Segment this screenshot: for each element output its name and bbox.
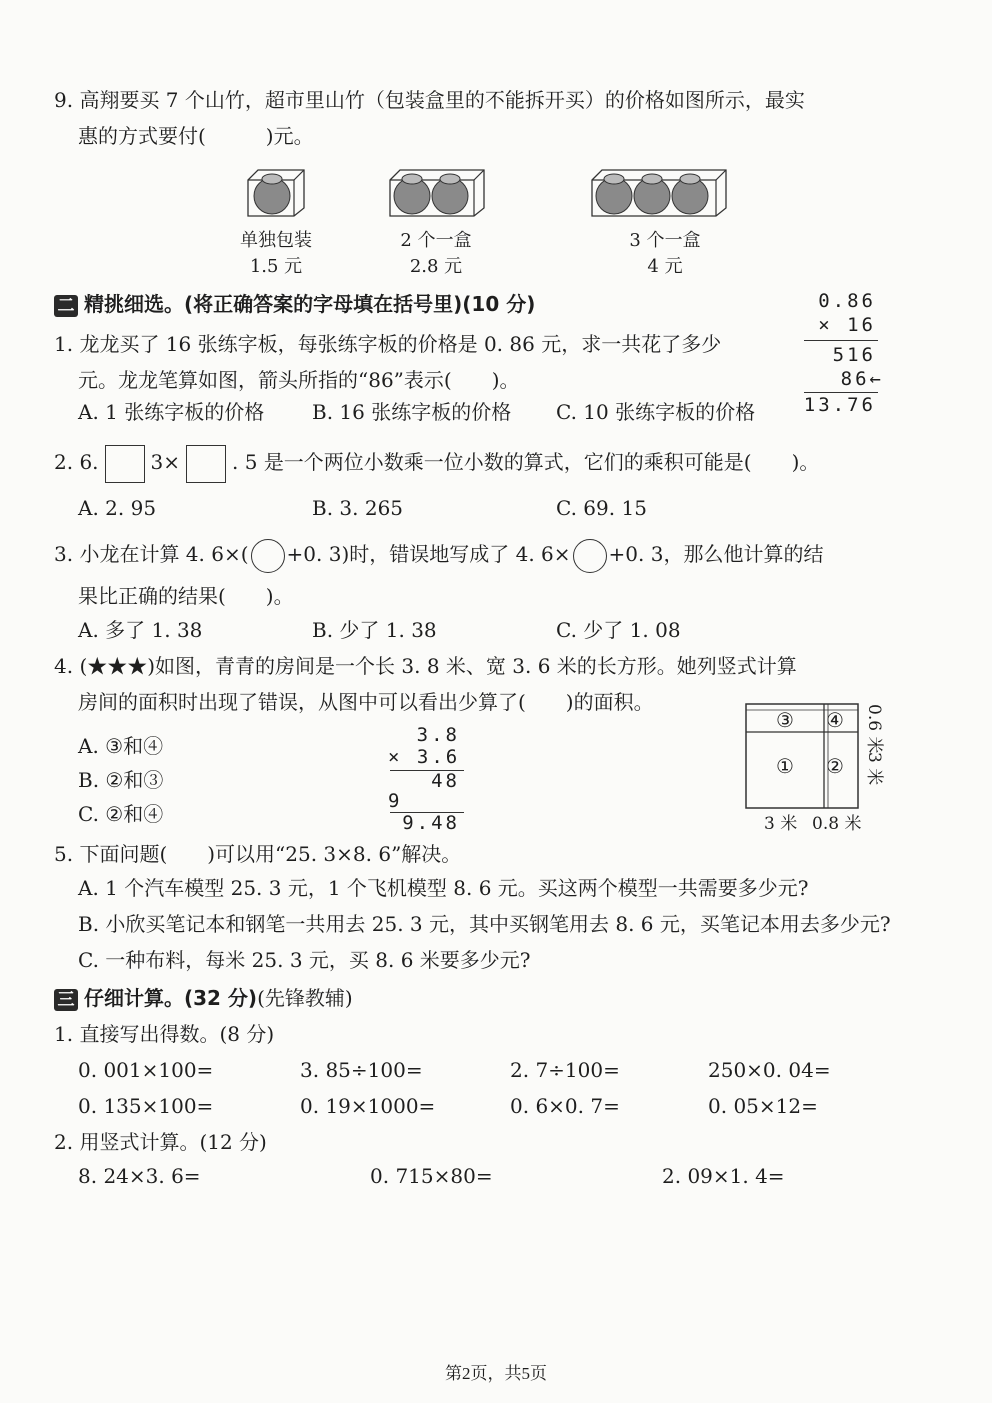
dim-right-top: 0.6 米: [864, 704, 884, 754]
s2q3-option-b: B. 少了 1. 38: [312, 618, 437, 642]
package-2-label: 2 个一盒: [400, 230, 472, 251]
section-3-title: 仔细计算。(32 分): [84, 986, 258, 1010]
blank-circle-2[interactable]: [573, 539, 607, 573]
calc2-row4: 9: [388, 790, 403, 812]
s2q3-line1: [54, 536, 823, 573]
s2q1-option-c: C. 10 张练字板的价格: [556, 400, 756, 424]
calc1-rule2: [804, 392, 878, 393]
s2q2-suffix: . 5 是一个两位小数乘一位小数的算式，它们的乘积可能是( )。: [232, 450, 820, 474]
s2q3-part1: 3. 小龙在计算 4. 6×(: [54, 542, 249, 566]
calc2-row3: 48: [431, 770, 460, 792]
room-diagram-lines: [744, 702, 864, 812]
s2q1-line2: 元。龙龙笔算如图，箭头所指的“86”表示( )。: [78, 368, 520, 392]
package-2-price: 2.8 元: [409, 256, 463, 277]
package-3-label: 3 个一盒: [629, 230, 701, 251]
package-1-label: 单独包装: [240, 230, 312, 251]
blank-circle-1[interactable]: [251, 539, 285, 573]
region-3-label: ③: [776, 708, 794, 732]
calc1-row5: 13.76: [803, 394, 876, 416]
oral-calc-5: 0. 135×100=: [78, 1094, 214, 1118]
calc2-row2: × 3.6: [388, 746, 461, 768]
section-2-heading: [54, 292, 535, 317]
mangosteen-triple-package: [588, 166, 730, 218]
s2q1-option-b: B. 16 张练字板的价格: [312, 400, 512, 424]
blank-box-1[interactable]: [105, 445, 145, 483]
calc2-row1: 3.8: [416, 724, 460, 746]
oral-calc-6: 0. 19×1000=: [300, 1094, 436, 1118]
page-footer: 第2页，共5页: [445, 1364, 547, 1383]
dim-bottom-right: 0.8 米: [812, 814, 862, 834]
s2q5-line1: 5. 下面问题( )可以用“25. 3×8. 6”解决。: [54, 842, 462, 866]
region-2-label: ②: [826, 754, 844, 778]
vertical-calc-3: 2. 09×1. 4=: [662, 1164, 785, 1188]
s2q5-option-a: A. 1 个汽车模型 25. 3 元，1 个飞机模型 8. 6 元。买这两个模型一共需要多少元?: [78, 876, 809, 900]
s2q1-line1: 1. 龙龙买了 16 张练字板，每张练字板的价格是 0. 86 元，求一共花了多少: [54, 332, 722, 356]
dim-right-bottom: 3 米: [864, 752, 884, 786]
calc2-row5: 9.48: [402, 812, 460, 834]
region-1-label: ①: [776, 754, 794, 778]
package-3-price: 4 元: [647, 256, 683, 277]
s2q2-option-a: A. 2. 95: [78, 496, 157, 520]
section-2-number: 二: [54, 295, 78, 317]
region-4-label: ④: [826, 708, 844, 732]
s2q5-option-c: C. 一种布料，每米 25. 3 元，买 8. 6 米要多少元?: [78, 948, 531, 972]
s3q2-title: 2. 用竖式计算。(12 分): [54, 1130, 267, 1154]
vertical-calc-2: 0. 715×80=: [370, 1164, 493, 1188]
s2q3-line2: 果比正确的结果( )。: [78, 584, 294, 608]
dim-bottom-left: 3 米: [764, 814, 798, 834]
section-3-number: 三: [54, 989, 78, 1011]
s2q4-option-a: A. ③和④: [78, 734, 164, 758]
s2q4-line1: 4. (★★★)如图，青青的房间是一个长 3. 8 米、宽 3. 6 米的长方形。她列竖式计算: [54, 654, 797, 678]
calc1-row2: × 16: [818, 314, 876, 336]
section-2-title: 精挑细选。(将正确答案的字母填在括号里)(10 分): [84, 292, 536, 316]
s2q2-prefix: 2. 6.: [54, 450, 99, 474]
s2q1-option-a: A. 1 张练字板的价格: [78, 400, 265, 424]
s2q3-part3: +0. 3，那么他计算的结: [608, 542, 824, 566]
oral-calc-1: 0. 001×100=: [78, 1058, 214, 1082]
section-3-note: (先锋教辅): [257, 986, 353, 1010]
oral-calc-4: 250×0. 04=: [708, 1058, 831, 1082]
s2q4-line2: 房间的面积时出现了错误，从图中可以看出少算了( )的面积。: [78, 690, 654, 714]
s2q2-line: [54, 442, 819, 483]
s2q5-option-b: B. 小欣买笔记本和钢笔一共用去 25. 3 元，其中买钢笔用去 8. 6 元，买笔记本用去多少元?: [78, 912, 891, 936]
oral-calc-8: 0. 05×12=: [708, 1094, 818, 1118]
s2q4-option-c: C. ②和④: [78, 802, 164, 826]
s2q3-part2: +0. 3)时，错误地写成了 4. 6×: [286, 542, 571, 566]
s3q1-title: 1. 直接写出得数。(8 分): [54, 1022, 275, 1046]
calc1-rule1: [804, 340, 878, 341]
blank-box-2[interactable]: [186, 445, 226, 483]
s2q3-option-c: C. 少了 1. 08: [556, 618, 681, 642]
vertical-calc-1: 8. 24×3. 6=: [78, 1164, 201, 1188]
s2q3-option-a: A. 多了 1. 38: [78, 618, 203, 642]
s2q2-option-c: C. 69. 15: [556, 496, 647, 520]
oral-calc-2: 3. 85÷100=: [300, 1058, 423, 1082]
mangosteen-single-package: [244, 166, 308, 218]
s2q2-option-b: B. 3. 265: [312, 496, 404, 520]
q9-line2: 惠的方式要付( )元。: [78, 124, 314, 148]
calc1-row1: 0.86: [818, 290, 876, 312]
section-3-heading: [54, 986, 353, 1011]
q9-line1: 9. 高翔要买 7 个山竹，超市里山竹（包装盒里的不能拆开买）的价格如图所示，最实: [54, 88, 805, 112]
oral-calc-3: 2. 7÷100=: [510, 1058, 620, 1082]
calc1-row3: 516: [832, 344, 876, 366]
calc1-row4: 86←: [840, 368, 884, 390]
s2q4-option-b: B. ②和③: [78, 768, 164, 792]
package-1-price: 1.5 元: [249, 256, 303, 277]
s2q2-mid: 3×: [150, 450, 181, 474]
mangosteen-double-package: [386, 166, 488, 218]
oral-calc-7: 0. 6×0. 7=: [510, 1094, 620, 1118]
